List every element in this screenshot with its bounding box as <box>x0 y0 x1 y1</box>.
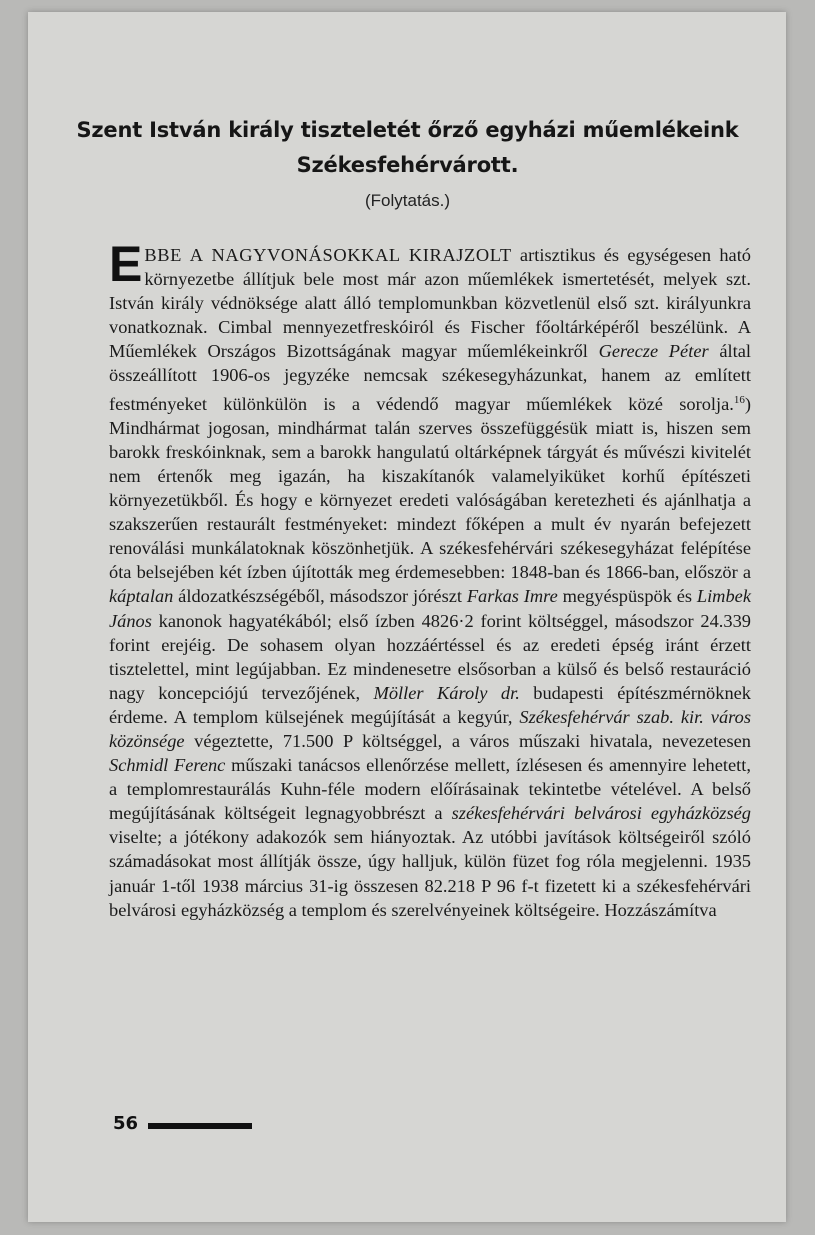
drop-cap: E <box>109 236 143 292</box>
continuation-note: (Folytatás.) <box>364 191 451 210</box>
page-number: 56 <box>113 1113 139 1134</box>
term-kaptalan: káptalan <box>109 586 174 607</box>
body-text-8: végeztette, 71.500 P költséggel, a város műszaki hivatala, nevezetesen <box>184 731 751 751</box>
person-name-moller: Möller Károly dr. <box>373 682 520 703</box>
person-name-gerecze: Gerecze Péter <box>598 341 709 362</box>
body-text-1: artisztikus és egységesen ható környezetbe állítjuk bele most már azon műemlékek ismertetését, melyek szt. István király védnöksége alatt álló templomunkban közvetlenül első szt. királyunkra vonatkoznak. Cimbal mennyezetfreskóiról és Fischer főoltárképéről beszélünk. A Műemlékek Országos Bizottságának magyar műemlékeinkről <box>109 245 751 362</box>
article-title-line1: Szent István király tiszteletét őrző egyházi műemlékeink <box>76 118 739 142</box>
footer-rule <box>148 1123 252 1129</box>
lead-small-caps: BBE A NAGYVONÁSOKKAL KIRAJZOLT <box>144 245 512 265</box>
body-paragraph <box>109 236 751 922</box>
person-name-schmidl: Schmidl Ferenc <box>109 755 226 776</box>
article-title-line2: Székesfehérvárott. <box>296 153 519 177</box>
body-text-7: budapesti építészmérnöknek érdeme. A templom külsejének megújítását a kegyúr, <box>109 682 751 727</box>
body-text-6: kanonok hagyatékából; első ízben 4826·2 forint költséggel, másodszor 24.339 forint erejéig. De sohasem olyan hozzáértéssel és az eredeti épség iránt érzett tisztelettel, mint legújabban. Ez mindenesetre elsősorban a külső és belső restauráció nagy koncepciójú tervezőjének, <box>109 610 751 703</box>
body-text-2: által összeállított 1906-os jegyzéke nemcsak székesegyházunkat, hanem az említett festményeket különkülön is a védendő magyar műemlékek közé sorolja. <box>109 341 751 414</box>
body-text-5: megyéspüspök és <box>557 586 697 607</box>
parish-name: székesfehérvári belvárosi egyházközség <box>451 803 751 824</box>
person-name-limbek: Limbek János <box>109 586 751 631</box>
page-footer <box>113 1113 252 1134</box>
body-text-3: ) Mindhármat jogosan, mindhármat talán szerves összefüggésük miatt is, hiszen sem barokk freskóinknak, sem a barokk hangulatú oltárképnek tárgyát és művészi kivitelét nem értenők meg igazán, ha kiszakítanók valamelyiküket korhű építészeti környezetükből. És hogy e környezet eredeti valóságában keretezheti és ajánlhatja a szakszerűen restaurált festményeket: mindezt főképen a mult év nyarán befejezett renoválási munkálatoknak köszönhetjük. A székesfehérvári székesegyházat felépítése óta belsejében két ízben újították meg érdemesebben: 1848-ban és 1866-ban, először a <box>109 393 751 583</box>
body-text-4: áldozatkészségéből, másodszor jórészt <box>173 586 467 607</box>
body-text-9: műszaki tanácsos ellenőrzése mellett, ízlésesen és amennyire lehetett, a templomrestaurálás Kuhn-féle modern előírásainak tekintetbe vételével. A belső megújításának költségeit legnagyobbrészt a <box>109 755 751 824</box>
patron-name: Székesfehérvár szab. kir. város közönsége <box>109 706 751 751</box>
footnote-ref: 16 <box>733 393 745 406</box>
person-name-farkas: Farkas Imre <box>466 586 558 607</box>
body-text-10: viselte; a jótékony adakozók sem hiányoztak. Az utóbbi javítások költségeiről szóló számadásokat most állítják össze, úgy halljuk, külön füzet fog róla megjelenni. 1935 január 1-től 1938 március 31-ig összesen 82.218 P 96 f-t fizetett ki a székesfehérvári belvárosi egyházközség a templom és szerelvényeinek költségeire. Hozzászámítva <box>109 827 751 920</box>
